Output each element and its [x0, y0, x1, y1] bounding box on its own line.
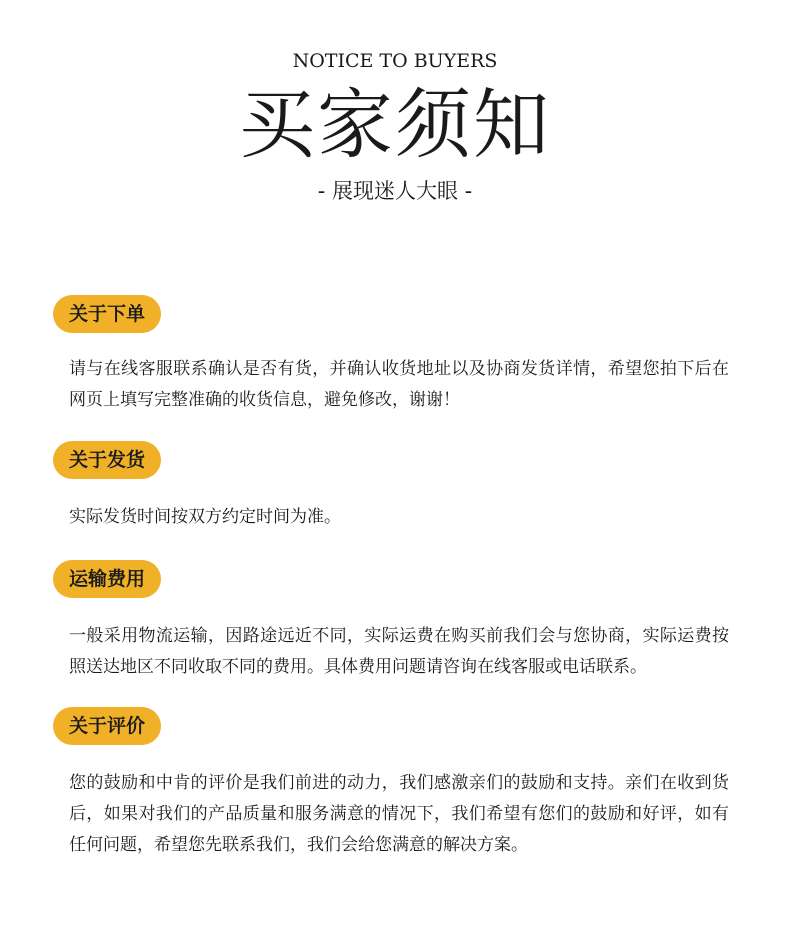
section-body: 一般采用物流运输，因路途远近不同，实际运费在购买前我们会与您协商，实际运费按照送达地区不同收取不同的费用。具体费用问题请咨询在线客服或电话联系。 — [69, 626, 729, 677]
english-subtitle: NOTICE TO BUYERS — [292, 50, 498, 72]
section-heading-badge: 运输费用 — [53, 560, 161, 598]
section-body: 请与在线客服联系确认是否有货，并确认收货地址以及协商发货详情，希望您拍下后在网页上填写完整准确的收货信息，避免修改，谢谢！ — [69, 359, 729, 410]
page-title: 买家须知 — [239, 80, 551, 169]
section-body: 您的鼓励和中肯的评价是我们前进的动力，我们感激亲们的鼓励和支持。亲们在收到货后，如果对我们的产品质量和服务满意的情况下，我们希望有您们的鼓励和好评，如有任何问题，希望您先联系我们，我们会给您满意的解决方案。 — [69, 773, 729, 855]
section-heading-badge: 关于下单 — [53, 295, 161, 333]
section-heading-badge: 关于评价 — [53, 707, 161, 745]
section-body: 实际发货时间按双方约定时间为准。 — [69, 507, 341, 527]
tagline: - 展现迷人大眼 - — [317, 179, 473, 203]
section-heading-badge: 关于发货 — [53, 441, 161, 479]
